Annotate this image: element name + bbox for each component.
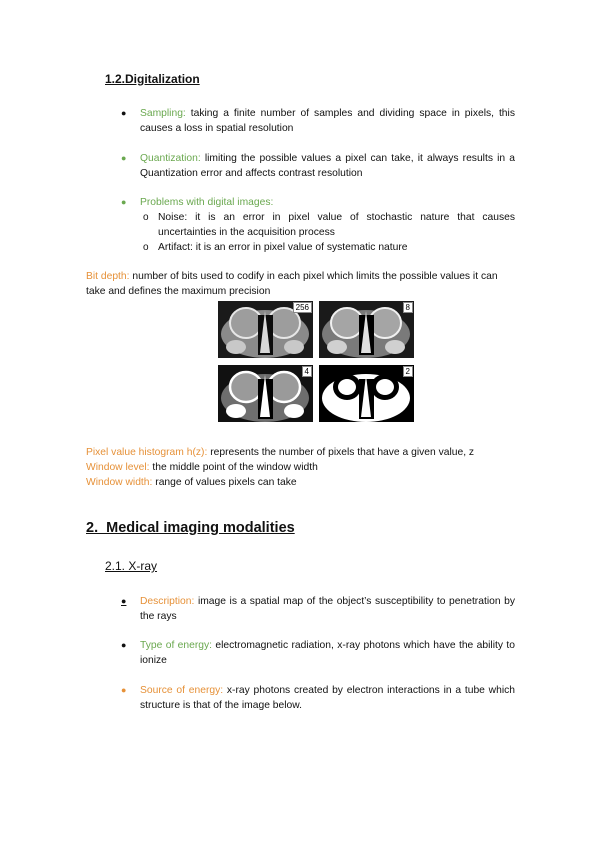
bullet-text: electromagnetic radiation, x-ray photons which have the ability to ionize (140, 640, 515, 666)
ct-image-256-levels (218, 301, 313, 358)
bullet-marker: ● (121, 685, 127, 695)
definition-label: Window level: (86, 462, 150, 473)
level-label: 4 (302, 366, 312, 377)
bullet-text: x-ray photons created by electron interactions in a tube which structure is that of the image below. (140, 685, 515, 711)
bullet-type-of-energy (140, 638, 515, 668)
bullet-marker: ● (121, 197, 127, 207)
definition-histogram (86, 445, 526, 460)
bullet-label: Type of energy: (140, 640, 213, 651)
bullet-problems (140, 195, 515, 210)
ct-scan-graphic (319, 365, 414, 422)
bullet-sampling (140, 106, 515, 136)
bullet-marker: ● (121, 596, 127, 606)
bullet-text: limiting the possible values a pixel can take, it always results in a Quantization error and affects contrast resolution (140, 153, 515, 179)
bullet-label: Sampling: (140, 108, 186, 119)
section-heading-1-2: 1.2.Digitalization (105, 72, 200, 86)
bullet-marker: ● (121, 153, 127, 163)
bullet-quantization (140, 151, 515, 181)
level-label: 2 (403, 366, 413, 377)
definition-window-level (86, 460, 526, 475)
ct-image-8-levels (319, 301, 414, 358)
bullet-text: image is a spatial map of the object’s susceptibility to penetration by the rays (140, 596, 515, 622)
ct-scan-graphic (218, 365, 313, 422)
definition-window-width (86, 475, 526, 490)
section-heading-2: 2. Medical imaging modalities (86, 520, 295, 536)
bullet-description (140, 594, 515, 624)
ct-image-2-levels (319, 365, 414, 422)
sub-bullet-marker: o (143, 242, 149, 253)
bullet-source-of-energy (140, 683, 515, 713)
bullet-label: Quantization: (140, 153, 201, 164)
bullet-label: Description: (140, 596, 195, 607)
definition-text: the middle point of the window width (152, 462, 318, 473)
bit-depth-paragraph (86, 269, 516, 299)
bullet-label: Problems with digital images: (140, 197, 274, 208)
bit-depth-figure (218, 301, 410, 422)
bit-depth-label: Bit depth: (86, 271, 130, 282)
definition-label: Window width: (86, 477, 153, 488)
level-label: 8 (403, 302, 413, 313)
bullet-text: taking a finite number of samples and dividing space in pixels, this causes a loss in spatial resolution (140, 108, 515, 134)
ct-scan-graphic (319, 301, 414, 358)
ct-image-4-levels (218, 365, 313, 422)
sub-bullet-marker: o (143, 212, 149, 223)
bit-depth-text: number of bits used to codify in each pixel which limits the possible values it can take and defines the maximum precision (86, 271, 498, 297)
bullet-marker: ● (121, 640, 127, 650)
level-label: 256 (293, 302, 312, 313)
definition-text: range of values pixels can take (155, 477, 297, 488)
section-heading-2-1: 2.1. X-ray (105, 559, 158, 573)
definition-text: represents the number of pixels that have a given value, z (210, 447, 475, 458)
sub-bullet-artifact: Artifact: it is an error in pixel value of systematic nature (158, 242, 408, 253)
bullet-marker: ● (121, 108, 127, 118)
bullet-label: Source of energy: (140, 685, 224, 696)
definition-label: Pixel value histogram h(z): (86, 447, 208, 458)
sub-bullet-noise: Noise: it is an error in pixel value of stochastic nature that causes uncertainties in the acquisition process (158, 212, 515, 238)
